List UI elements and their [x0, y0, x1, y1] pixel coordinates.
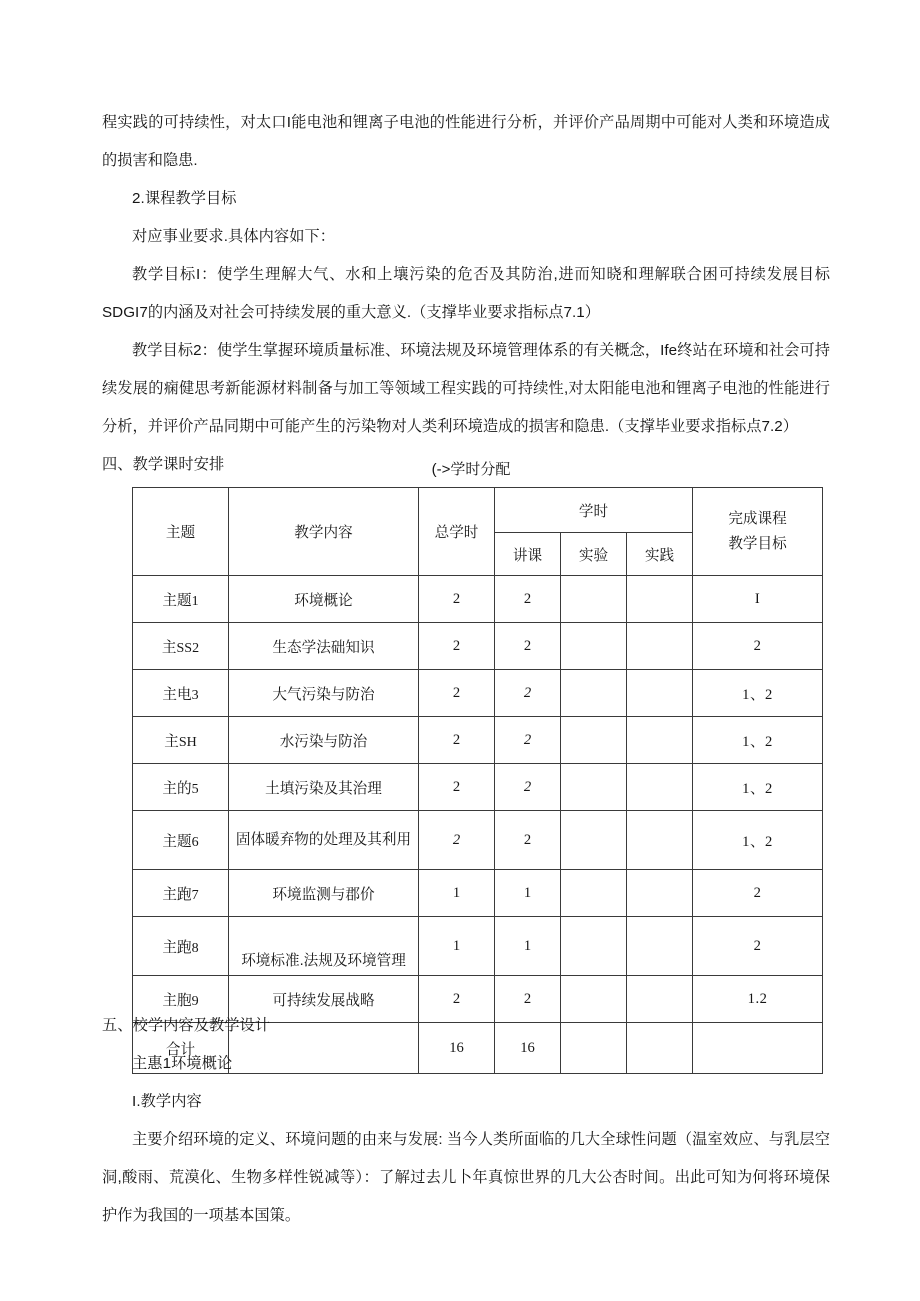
cell-theme: 主SS2 — [133, 623, 229, 670]
heading-course-objectives: 2.课程教学目标 — [132, 190, 237, 207]
cell-total: 2 — [419, 811, 495, 870]
cell-total: 1 — [419, 917, 495, 976]
cell-content: 可持续发展战略 — [229, 976, 419, 1023]
col-header-goal — [693, 488, 823, 576]
section5-topic: 主惠1环境概论 — [132, 1055, 233, 1072]
table-row — [133, 764, 823, 811]
cell-summary-total: 16 — [419, 1023, 495, 1074]
paragraph-continuation: 程实践的可持续性，对太口I能电池和锂离子电池的性能进行分析，并评价产品周期中可能对人类和环境造成的损害和隐患. — [102, 114, 830, 169]
cell-lecture: 1 — [495, 870, 561, 917]
cell-theme: 主胞9 — [133, 976, 229, 1023]
cell-content: 水污染与防治 — [229, 717, 419, 764]
heading-section-four: 四、教学课时安排 — [102, 456, 225, 473]
cell-content: 环境监测与郡价 — [229, 870, 419, 917]
cell-practice — [627, 764, 693, 811]
table-row — [133, 670, 823, 717]
cell-goal: 1、2 — [693, 670, 823, 717]
section5-subheading: I.教学内容 — [132, 1093, 202, 1110]
cell-goal: 1、2 — [693, 717, 823, 764]
cell-total: 2 — [419, 670, 495, 717]
cell-total: 2 — [419, 623, 495, 670]
table-header-row-top — [133, 488, 823, 533]
table-caption: (->学时分配 — [431, 461, 511, 478]
cell-experiment — [561, 670, 627, 717]
cell-experiment — [561, 717, 627, 764]
col-header-total-hours: 总学时 — [419, 488, 495, 576]
cell-total: 2 — [419, 576, 495, 623]
cell-experiment — [561, 576, 627, 623]
cell-goal: 2 — [693, 870, 823, 917]
line-corresponding-requirements: 对应事业要求.具体内容如下： — [132, 228, 336, 245]
cell-content: 大气污染与防治 — [229, 670, 419, 717]
cell-content: 固体暖弃物的处理及其利用 — [229, 811, 419, 870]
col-header-goal-line2: 教学目标 — [728, 535, 787, 552]
hours-allocation-table — [132, 487, 823, 1074]
cell-lecture: 2 — [495, 811, 561, 870]
cell-lecture: 2 — [495, 576, 561, 623]
table-row — [133, 623, 823, 670]
cell-goal: 2 — [693, 623, 823, 670]
cell-goal: 1.2 — [693, 976, 823, 1023]
col-header-experiment: 实验 — [561, 533, 627, 576]
cell-theme: 主的5 — [133, 764, 229, 811]
cell-total: 2 — [419, 717, 495, 764]
cell-goal: 1、2 — [693, 811, 823, 870]
col-header-lecture: 讲课 — [495, 533, 561, 576]
heading-section-five: 五、校学内容及教学设计 — [102, 1017, 271, 1034]
cell-practice — [627, 811, 693, 870]
col-header-goal-line1: 完成课程 — [728, 510, 787, 527]
cell-experiment — [561, 917, 627, 976]
col-header-content: 教学内容 — [229, 488, 419, 576]
cell-practice — [627, 917, 693, 976]
table-row — [133, 717, 823, 764]
cell-lecture: 1 — [495, 917, 561, 976]
cell-practice — [627, 576, 693, 623]
cell-practice — [627, 870, 693, 917]
cell-content: 环境概论 — [229, 576, 419, 623]
cell-theme: 主题6 — [133, 811, 229, 870]
cell-lecture: 2 — [495, 976, 561, 1023]
cell-summary-lecture: 16 — [495, 1023, 561, 1074]
lower-text-block — [102, 1007, 830, 1235]
cell-lecture: 2 — [495, 670, 561, 717]
cell-theme: 主电3 — [133, 670, 229, 717]
cell-goal: I — [693, 576, 823, 623]
table-row — [133, 811, 823, 870]
col-header-hours-group: 学时 — [495, 488, 693, 533]
cell-lecture: 2 — [495, 623, 561, 670]
table-row — [133, 917, 823, 976]
cell-total: 1 — [419, 870, 495, 917]
cell-theme: 主跑8 — [133, 917, 229, 976]
cell-experiment — [561, 870, 627, 917]
cell-experiment — [561, 623, 627, 670]
upper-text-block — [102, 104, 830, 484]
cell-content: 生态学法础知识 — [229, 623, 419, 670]
table-row — [133, 576, 823, 623]
cell-practice — [627, 670, 693, 717]
cell-goal: 2 — [693, 917, 823, 976]
cell-theme: 主跑7 — [133, 870, 229, 917]
cell-total: 2 — [419, 976, 495, 1023]
cell-lecture: 2 — [495, 764, 561, 811]
cell-goal: 1、2 — [693, 764, 823, 811]
cell-summary-label: 合计 — [133, 1023, 229, 1074]
objective-1: 教学目标I：使学生理解大气、水和上壤污染的危否及其防治,进而知晓和理解联合困可持续发展目标SDGI7的内涵及对社会可持续发展的重大意义.（支撑毕业要求指标点7.1） — [102, 266, 830, 321]
cell-content: 土填污染及其治理 — [229, 764, 419, 811]
cell-practice — [627, 717, 693, 764]
col-header-theme: 主题 — [133, 488, 229, 576]
hours-table-block — [102, 455, 830, 1074]
cell-experiment — [561, 811, 627, 870]
cell-lecture: 2 — [495, 717, 561, 764]
col-header-practice: 实践 — [627, 533, 693, 576]
cell-content: 环境标准.法规及环境管理 — [229, 917, 419, 976]
cell-practice — [627, 623, 693, 670]
cell-theme: 主SH — [133, 717, 229, 764]
objective-2: 教学目标2：使学生掌握环境质量标准、环境法规及环境管理体系的有关概念，Ife终站在环境和社会可持续发展的痫健思考新能源材料制备与加工等领域工程实践的可持续性,对太阳能电池和锂离子电池的性能进行分析，并评价产品同期中可能产生的污染物对人类利环境造成的损害和隐患.（支撑毕业要求指标点7.2） — [102, 342, 830, 435]
cell-total: 2 — [419, 764, 495, 811]
cell-theme: 主题1 — [133, 576, 229, 623]
section5-body: 主要介绍环境的定义、环境问题的由来与发展: 当今人类所面临的几大全球性问题（温室效应、与乳层空洞,酸雨、荒漠化、生物多样性锐减等）：了解过去儿卜年真惊世界的几大公杏时间。出此可知为何将环境保护作为我国的一项基本国策。 — [102, 1131, 830, 1224]
table-row — [133, 870, 823, 917]
cell-experiment — [561, 764, 627, 811]
